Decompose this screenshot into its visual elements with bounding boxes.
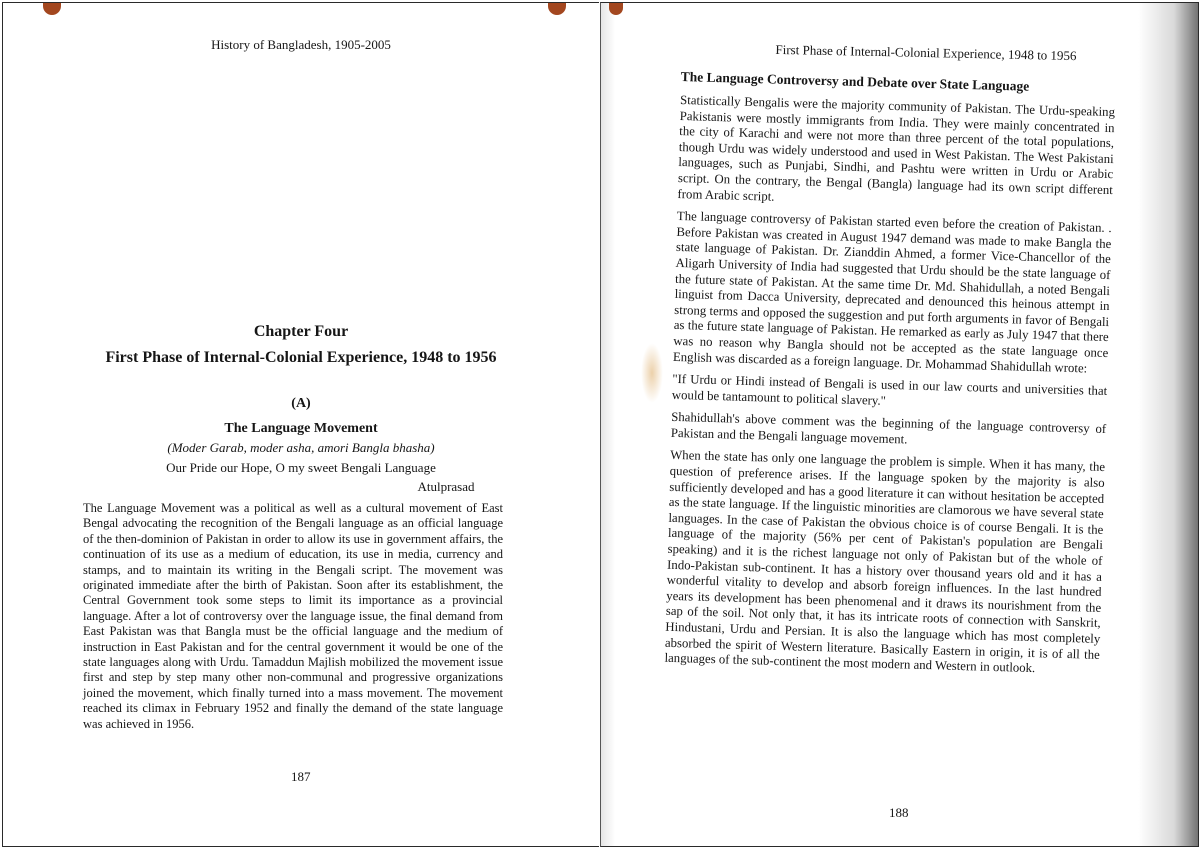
- block-quote: "If Urdu or Hindi instead of Bengali is used in our law courts and universities that would be tantamount to political slavery.": [671, 371, 1108, 408]
- section-label: (A): [291, 396, 311, 411]
- text-column: [664, 69, 1116, 686]
- running-head: First Phase of Internal-Colonial Experience, 1948 to 1956: [775, 41, 1077, 64]
- epigraph-attribution: Atulprasad: [417, 479, 475, 494]
- page-corner-mark: [43, 3, 61, 15]
- section-title: The Language Movement: [224, 421, 378, 436]
- page-corner-mark: [548, 3, 566, 15]
- body-paragraph: The Language Movement was a political as well as a cultural movement of East Bengal advocating the recognition of the Bengali language as an official language of the then-dominion of Pakistan in order to allow its use in government affairs, the continuation of its use as a medium of education, its use in media, currency and stamps, and to maintain its writing in the Bengali script. The movement was originated immediate after the birth of Pakistan. Soon after its establishment, the Central Government took some steps to limit its importance as a provincial language. After a lot of controversy over the language issue, the final demand from East Pakistan was that Bangla must be the official language and the medium of instruction in East Pakistan and for the central government it would be one of the state languages along with Urdu. Tamaddun Majlish mobilized the movement issue first and step by step many other non-communal and progressive organizations joined the movement, which finally turned into a mass movement. The movement reached its climax in February 1952 and finally the demand of the state language was achieved in 1956.: [83, 501, 503, 731]
- page-corner-mark: [609, 3, 623, 15]
- body-paragraph: Statistically Bengalis were the majority community of Pakistan. The Urdu-speaking Pakistanis were mostly immigrants from India. They were mainly concentrated in the city of Karachi and were not more than three percent of the total populations, though Urdu was widely understood and used in West Pakistan. The West Pakistani languages, such as Punjabi, Sindhi, and Pashtu were written in Urdu or Arabic script. On the contrary, the Bengal (Bangla) language had its own script different from Arabic script.: [677, 92, 1116, 204]
- chapter-title: First Phase of Internal-Colonial Experience, 1948 to 1956: [105, 349, 497, 366]
- body-paragraph: When the state has only one language the problem is simple. When it has many, the question of preference arises. If the language spoken by the majority is also sufficiently developed and has a good literature it can without hesitation be accepted as the state language. If the linguistic minorities are clamorous we have several state languages. In the case of Pakistan the obvious choice is of course Bengali. It is the language of the majority (56% per cent of Pakistan's population are Bengali speaking) and it is the richest language not only of Pakistan but of the whole of Indo-Pakistan sub-continent. It has a history over thousand years old and it has a wonderful vitality to develop and absorb foreign influences. In the last hundred years its development has been phenomenal and it draws its nourishment from the sap of the soil. Not only that, it has its intricate roots of connection with Sanskrit, Hindustani, Urdu and Persian. It is also the language which has most completely absorbed the spirit of Western literature. Basically Eastern in origin, it is of all the languages of the sub-continent the most modern and Western in outlook.: [664, 448, 1106, 676]
- epigraph-bangla: (Moder Garab, moder asha, amori Bangla bhasha): [167, 440, 435, 455]
- section-title: The Language Controversy and Debate over State Language: [680, 69, 1030, 94]
- left-page: [2, 2, 599, 847]
- page-edge-shadow: [1138, 3, 1198, 846]
- epigraph-english: Our Pride our Hope, O my sweet Bengali Language: [166, 460, 436, 475]
- body-paragraph: The language controversy of Pakistan started even before the creation of Pakistan. . Before Pakistan was created in August 1947 demand was made to make Bangla the state language of Pakistan. Dr. Zianddin Ahmed, a former Vice-Chancellor of the Aligarh University of India had suggested that Urdu should be the state language of the future state of Pakistan. At the same time Dr. Md. Shahidullah, a noted Bengali linguist from Dacca University, deprecated and denounced this heinous attempt in strong terms and opposed the suggestion and put forth arguments in favor of Bengali as the future state language of Pakistan. He remarked as early as July 1947 that there was no reason why Bangla should not be accepted as the state language once English was discarded as a foreign language. Dr. Mohammad Shahidullah wrote:: [672, 209, 1112, 375]
- chapter-number: Chapter Four: [253, 323, 349, 340]
- page-number: 187: [291, 769, 311, 784]
- right-page: [600, 2, 1199, 847]
- spine-shadow: [601, 3, 615, 846]
- body-paragraph: Shahidullah's above comment was the beginning of the language controversy of Pakistan and the Bengali language movement.: [670, 410, 1107, 447]
- page-number: 188: [889, 805, 909, 820]
- running-head: History of Bangladesh, 1905-2005: [211, 37, 391, 52]
- paper-stain: [641, 343, 663, 403]
